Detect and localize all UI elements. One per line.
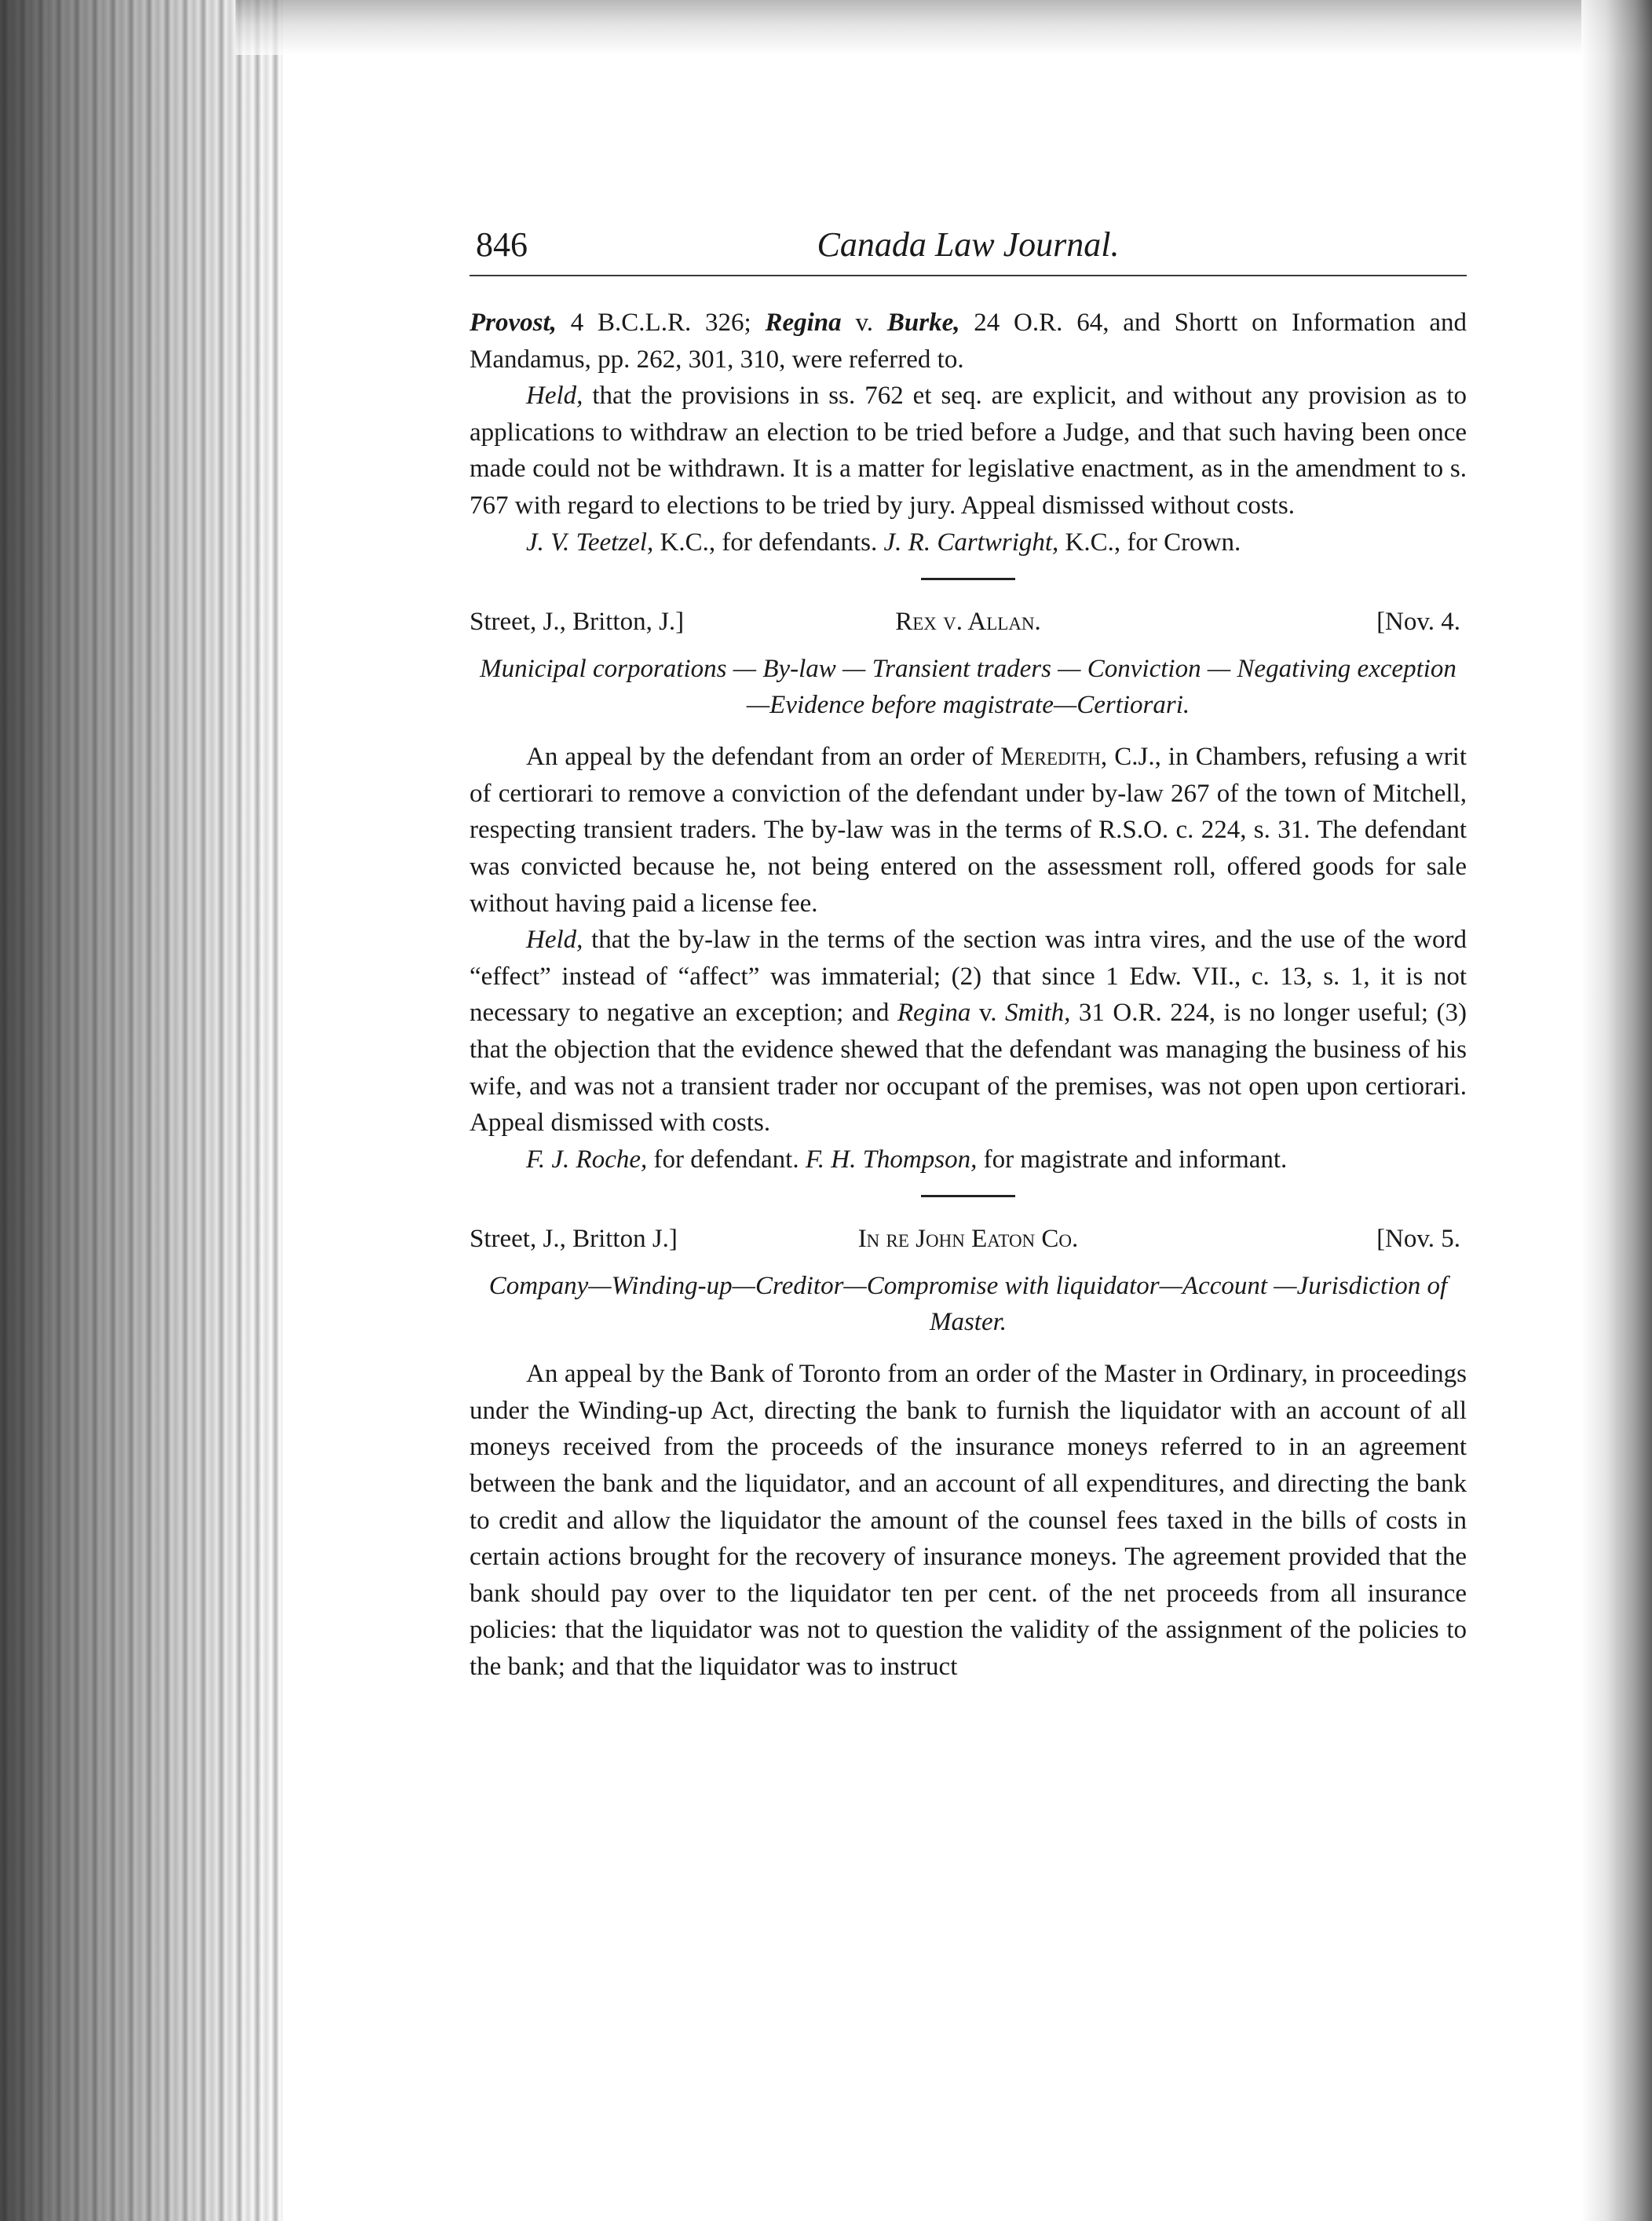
section-divider [921, 578, 1015, 580]
held-label: Held, [526, 382, 583, 411]
counsel-text: for defendant. [647, 1145, 806, 1174]
counsel-paragraph [470, 524, 1467, 561]
holding-text: 31 O.R. 224, is no longer useful; (3) that the objection that the evidence shewed that the defendant was managing the business of his wife, and was not a transient trader nor occupant of the premises, was not open upon certiorari. Appeal dismissed with costs. [470, 999, 1467, 1138]
case-citation: Regina [897, 999, 971, 1028]
counsel-text: K.C., for Crown. [1058, 528, 1241, 557]
case-text: An appeal by the defendant from an order of [526, 743, 1001, 772]
counsel-name: J. R. Cartwright, [883, 528, 1059, 557]
holding-text: v. [970, 999, 1005, 1028]
running-head [470, 220, 1467, 272]
holding-text: that the by-law in the terms of the section was intra vires, and the use of the word “effect” instead of “affect” was immaterial; (2) that since 1 Edw. VII., c. 13, s. 1, it is not necessary to negative an exception; and [470, 926, 1467, 1028]
counsel-name: F. H. Thompson, [805, 1145, 978, 1174]
case-headnote: Municipal corporations — By-law — Transient traders — Conviction — Negativing exception—Evidence before magistrate—Certiorari. [480, 655, 1456, 720]
citation-text: v. [841, 309, 887, 337]
case-text: C.J., in Chambers, refusing a writ of certiorari to remove a conviction of the defendant under by-law 267 of the town of Mitchell, respecting transient traders. The by-law was in the terms of R.S.O. c. 224, s. 31. The defendant was convicted because he, not being entered on the assessment roll, offered goods for sale without having paid a license fee. [470, 743, 1467, 918]
citation-paragraph [470, 305, 1467, 378]
counsel-name: J. V. Teetzel, [526, 528, 654, 557]
case-citation: Provost, [470, 309, 557, 337]
citation-text: 24 O.R. 64, and Shortt on Information and Mandamus, pp. 262, 301, 310, were referred to. [470, 309, 1467, 374]
case-name: Rex v. Allan. [895, 608, 1041, 637]
counsel-text: K.C., for defendants. [653, 528, 884, 557]
case-judges: Street, J., Britton J.] [470, 1225, 678, 1254]
case-header [470, 1221, 1467, 1265]
case-date: [Nov. 4. [1376, 608, 1460, 637]
case-paragraph [470, 739, 1467, 922]
holding-text: that the provisions in ss. 762 et seq. are explicit, and without any provision as to applications to withdraw an election to be tried before a Judge, and that such having been once made could not be withdrawn. It is a matter for legislative enactment, as in the amendment to s. 767 with regard to elections to be tried by jury. Appeal dismissed without costs. [470, 382, 1467, 520]
section-divider [921, 1195, 1015, 1197]
journal-page [470, 220, 1467, 1686]
case-date: [Nov. 5. [1376, 1225, 1460, 1254]
counsel-paragraph [470, 1142, 1467, 1178]
case-name: In re John Eaton Co. [857, 1225, 1079, 1254]
page-number: 846 [476, 225, 528, 264]
scan-shadow-top [236, 0, 1652, 55]
case-header [470, 604, 1467, 648]
case-citation: Regina [765, 309, 842, 337]
judge-name: Meredith, [1000, 743, 1108, 772]
citation-text: 4 B.C.L.R. 326; [556, 309, 766, 337]
case-citation: Burke, [886, 309, 960, 337]
header-rule [470, 275, 1467, 276]
case-headnote: Company—Winding-up—Creditor—Compromise with liquidator—Account —Jurisdiction of Master. [488, 1272, 1448, 1337]
case-judges: Street, J., Britton, J.] [470, 608, 685, 637]
counsel-name: F. J. Roche, [526, 1145, 648, 1174]
holding-paragraph [470, 922, 1467, 1142]
case-citation: Smith, [1004, 999, 1071, 1028]
counsel-text: for magistrate and informant. [977, 1145, 1288, 1174]
held-label: Held, [526, 926, 583, 955]
scan-shadow-right [1581, 0, 1652, 2221]
journal-title: Canada Law Journal. [817, 225, 1120, 264]
case-paragraph: An appeal by the Bank of Toronto from an order of the Master in Ordinary, in proceedings under the Winding-up Act, directing the bank to furnish the liquidator with an account of all moneys received from the proceeds of the insurance moneys referred to in an agreement between the bank and the liquidator, and an account of all expenditures, and directing the bank to credit and allow the liquidator the amount of the counsel fees taxed in the bills of costs in certain actions brought for the recovery of insurance moneys. The agreement provided that the bank should pay over to the liquidator ten per cent. of the net proceeds from all insurance policies: that the liquidator was not to question the validity of the assignment of the policies to the bank; and that the liquidator was to instruct [470, 1360, 1467, 1682]
holding-paragraph [470, 378, 1467, 524]
scan-shadow-left [0, 0, 283, 2221]
